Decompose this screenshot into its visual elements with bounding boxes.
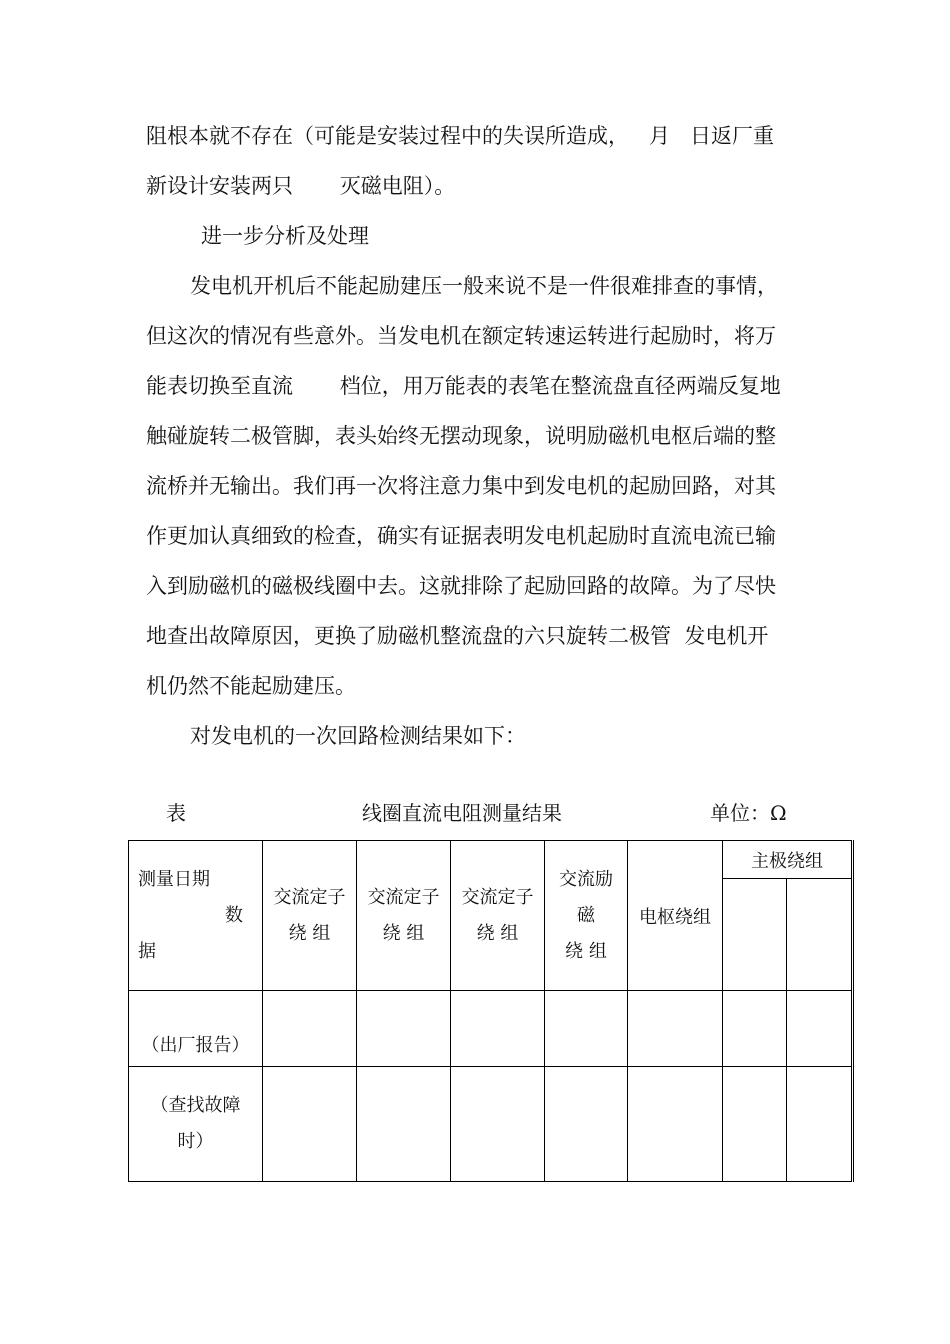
table-cell [263, 1067, 357, 1182]
header-main-pole: 主极绕组 [723, 841, 853, 879]
table-cell [723, 991, 787, 1067]
header-data-label: 数 [225, 904, 243, 926]
header-text: 交流励 [559, 868, 613, 890]
header-ac-excitation [545, 841, 628, 991]
paragraph-line: 机仍然不能起励建压。 [146, 674, 356, 698]
table-cell [263, 991, 357, 1067]
header-text: 绕 组 [476, 922, 519, 944]
header-ac-stator-2 [357, 841, 451, 991]
header-text: 交流定子 [461, 886, 534, 908]
row-label-text: （出厂报告） [141, 1034, 250, 1056]
paragraph-line: 地查出故障原因，更换了励磁机整流盘的六只旋转二极管 发电机开 [146, 624, 769, 648]
header-text: 磁 [577, 904, 595, 926]
paragraph-line: 阻根本就不存在（可能是安装过程中的失误所造成， 月 日返厂重 [146, 124, 775, 148]
paragraph-line: 触碰旋转二极管脚，表头始终无摆动现象，说明励磁机电枢后端的整 [146, 424, 776, 448]
table-cell [787, 991, 853, 1067]
paragraph-line: 新设计安装两只 灭磁电阻）。 [146, 174, 456, 198]
header-date-label: 测量日期 [138, 868, 210, 890]
row-label-text: （查找故障 [150, 1095, 241, 1116]
table-cell [357, 991, 451, 1067]
header-text: 绕 组 [382, 922, 425, 944]
caption-label: 表 [166, 801, 186, 825]
header-text: 交流定子 [367, 886, 440, 908]
header-text: 绕 组 [565, 940, 607, 962]
caption-title: 线圈直流电阻测量结果 [362, 801, 562, 825]
paragraph-line: 流桥并无输出。我们再一次将注意力集中到发电机的起励回路，对其 [146, 474, 776, 498]
header-armature: 电枢绕组 [628, 841, 723, 991]
table-cell [451, 991, 545, 1067]
row-label-factory [129, 991, 263, 1067]
header-date-cell [129, 841, 263, 991]
paragraph-line: 对发电机的一次回路检测结果如下： [190, 724, 526, 748]
header-ac-stator-3 [451, 841, 545, 991]
header-ac-stator-1 [263, 841, 357, 991]
resistance-table [128, 840, 854, 1182]
header-subcell [787, 879, 853, 991]
section-heading: 进一步分析及处理 [201, 224, 369, 248]
row-label-text: 时） [177, 1131, 214, 1152]
header-data-label-cont: 据 [138, 940, 156, 962]
table-cell [787, 1067, 853, 1182]
header-subcell [723, 879, 787, 991]
paragraph-line: 作更加认真细致的检查，确实有证据表明发电机起励时直流电流已输 [146, 524, 776, 548]
table-cell [628, 1067, 723, 1182]
paragraph-line: 入到励磁机的磁极线圈中去。这就排除了起励回路的故障。为了尽快 [146, 574, 776, 598]
paragraph-line: 发电机开机后不能起励建压一般来说不是一件很难排查的事情， [190, 274, 778, 298]
table-cell [723, 1067, 787, 1182]
caption-unit: 单位：Ω [710, 801, 787, 825]
paragraph-line: 但这次的情况有些意外。当发电机在额定转速运转进行起励时，将万 [146, 324, 776, 348]
header-text: 交流定子 [273, 886, 346, 908]
table-cell [357, 1067, 451, 1182]
table-cell [545, 991, 628, 1067]
table-cell [545, 1067, 628, 1182]
header-text: 绕 组 [288, 922, 331, 944]
row-label-fault [129, 1067, 263, 1182]
table-cell [628, 991, 723, 1067]
table-cell [451, 1067, 545, 1182]
paragraph-line: 能表切换至直流 档位，用万能表的表笔在整流盘直径两端反复地 [146, 374, 781, 398]
